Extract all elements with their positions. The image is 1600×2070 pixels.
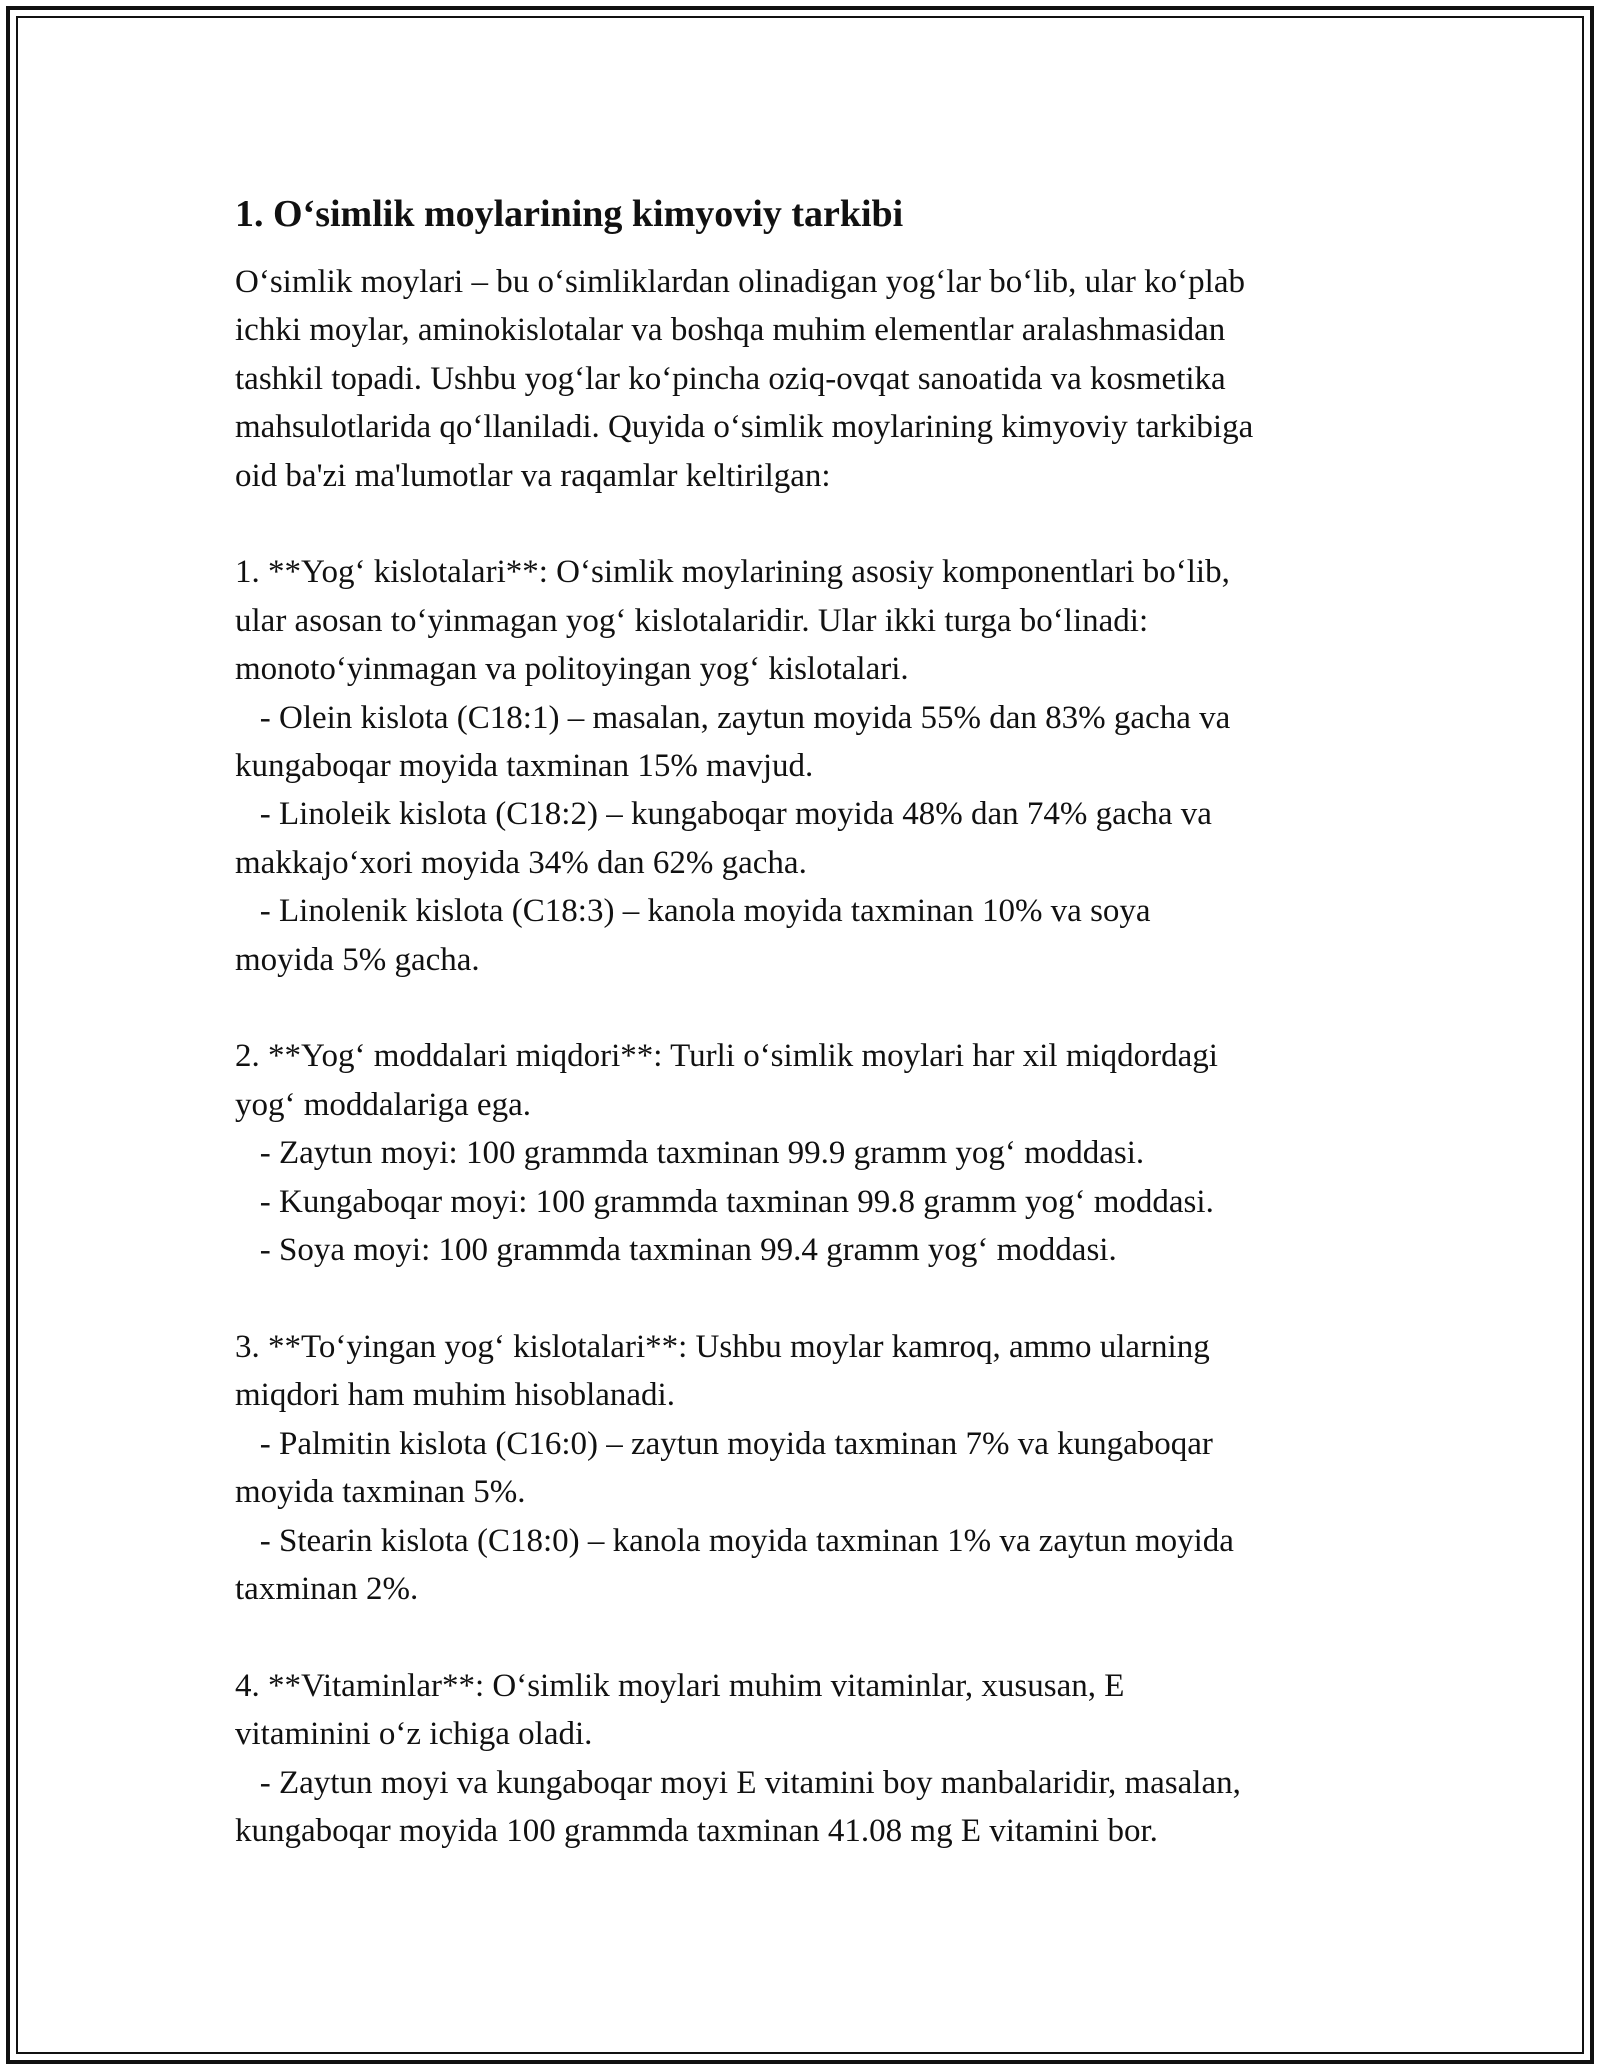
list-item: - Palmitin kislota (C16:0) – zaytun moyida taxminan 7% va kungaboqar moyida taxminan 5%. <box>235 1425 1213 1511</box>
section-fat-content <box>235 1032 1385 1274</box>
document-title: 1. O‘simlik moylarining kimyoviy tarkibi <box>235 193 904 235</box>
paragraph-gap <box>235 984 1385 1032</box>
section-heading: 2. **Yog‘ moddalari miqdori**: Turli o‘simlik moylari har xil miqdordagi yog‘ moddalariga ega. <box>235 1038 1218 1123</box>
section-heading: 4. **Vitaminlar**: O‘simlik moylari muhim vitaminlar, xususan, E vitaminini o‘z ichiga oladi. <box>235 1667 1125 1753</box>
paragraph-gap <box>235 1275 1385 1323</box>
list-item: - Olein kislota (C18:1) – masalan, zaytun moyida 55% dan 83% gacha va kungaboqar moyida taxminan 15% mavjud. <box>235 699 1231 785</box>
document-body <box>235 190 1385 1855</box>
list-item: - Kungaboqar moyi: 100 grammda taxminan 99.8 gramm yog‘ moddasi. <box>235 1183 1214 1220</box>
list-item: - Stearin kislota (C18:0) – kanola moyida taxminan 1% va zaytun moyida taxminan 2%. <box>235 1522 1234 1607</box>
section-heading: 3. **To‘yingan yog‘ kislotalari**: Ushbu moylar kamroq, ammo ularning miqdori ham muhim hisoblanadi. <box>235 1328 1210 1414</box>
list-item: - Linoleik kislota (C18:2) – kungaboqar moyida 48% dan 74% gacha va makkajo‘xori moyida 34% dan 62% gacha. <box>235 796 1212 881</box>
paragraph-gap <box>235 1613 1385 1661</box>
list-item: - Zaytun moyi va kungaboqar moyi E vitamini boy manbalaridir, masalan, kungaboqar moyida 100 grammda taxminan 41.08 mg E vitamini bor. <box>235 1764 1241 1849</box>
intro-paragraph: O‘simlik moylari – bu o‘simliklardan olinadigan yog‘lar bo‘lib, ular ko‘plab ichki moylar, aminokislotalar va boshqa muhim elementlar aralashmasidan tashkil topadi. Ushbu yog‘lar ko‘pincha oziq-ovqat sanoatida va kosmetika mahsulotlarida qo‘llaniladi. Quyida o‘simlik moylarining kimyoviy tarkibiga oid ba'zi ma'lumotlar va raqamlar keltirilgan: <box>235 264 1254 494</box>
paragraph-gap <box>235 500 1385 548</box>
section-vitamins <box>235 1662 1385 1856</box>
list-item: - Linolenik kislota (C18:3) – kanola moyida taxminan 10% va soya moyida 5% gacha. <box>235 893 1151 978</box>
section-heading: 1. **Yog‘ kislotalari**: O‘simlik moylarining asosiy komponentlari bo‘lib, ular asosan to‘yinmagan yog‘ kislotalaridir. Ular ikki turga bo‘linadi: monoto‘yinmagan va politoyingan yog‘ kislotalari. <box>235 554 1230 688</box>
list-item: - Soya moyi: 100 grammda taxminan 99.4 gramm yog‘ moddasi. <box>235 1232 1117 1269</box>
list-item: - Zaytun moyi: 100 grammda taxminan 99.9 gramm yog‘ moddasi. <box>235 1135 1145 1172</box>
section-fatty-acids <box>235 548 1385 984</box>
section-saturated-acids <box>235 1323 1385 1613</box>
